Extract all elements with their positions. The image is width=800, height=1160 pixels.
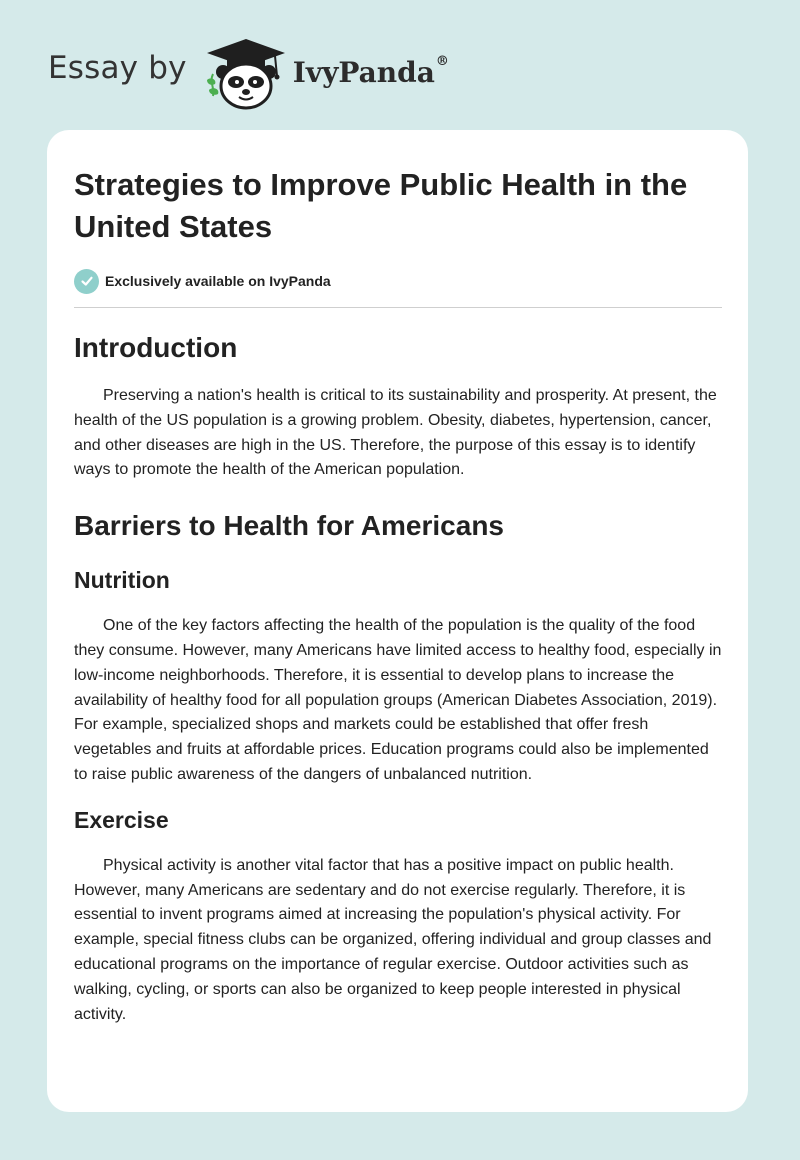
brand-name[interactable] [292, 53, 449, 89]
title-divider [74, 307, 722, 308]
paragraph-introduction: Preserving a nation's health is critical to its sustainability and prosperity. At present, the health of the US population is a growing problem. Obesity, diabetes, hypertension, cancer, and other diseases are high in the US. Therefore, the purpose of this essay is to identify ways to promote the health of the American population. [74, 387, 717, 479]
exclusive-label: Exclusively available on IvyPanda [105, 273, 331, 289]
heading-exercise: Exercise [74, 806, 169, 833]
site-header [48, 34, 449, 114]
registered-mark: ® [435, 53, 449, 69]
paragraph-exercise: Physical activity is another vital factor that has a positive impact on public health. However, many Americans are sedentary and do not exercise regularly. Therefore, it is essential to invent programs aimed at increasing the population's physical activity. For example, special fitness clubs can be organized, offering individual and group classes and educational programs on the importance of regular exercise. Outdoor activities such as walking, cycling, or sports can also be organized to keep people interested in physical activity. [74, 856, 712, 1023]
check-icon [74, 269, 99, 294]
ivypanda-logo-icon[interactable] [203, 36, 289, 112]
essay-by-label: Essay by [48, 50, 187, 86]
brand-text: IvyPanda [292, 55, 435, 89]
heading-barriers: Barriers to Health for Americans [74, 510, 504, 542]
exclusive-badge [74, 268, 722, 294]
essay-title: Strategies to Improve Public Health in the United States [74, 167, 688, 244]
paragraph-nutrition: One of the key factors affecting the health of the population is the quality of the food they consume. However, many Americans have limited access to healthy food, especially in low-income neighborhoods. Therefore, it is essential to develop plans to increase the availability of healthy food for all population groups (American Diabetes Association, 2019). For example, specialized shops and markets could be established that offer fresh vegetables and fruits at affordable prices. Education programs could also be implemented to raise public awareness of the dangers of unbalanced nutrition. [74, 617, 722, 783]
heading-nutrition: Nutrition [74, 567, 170, 594]
heading-introduction: Introduction [74, 332, 238, 363]
essay-card [47, 130, 748, 1112]
